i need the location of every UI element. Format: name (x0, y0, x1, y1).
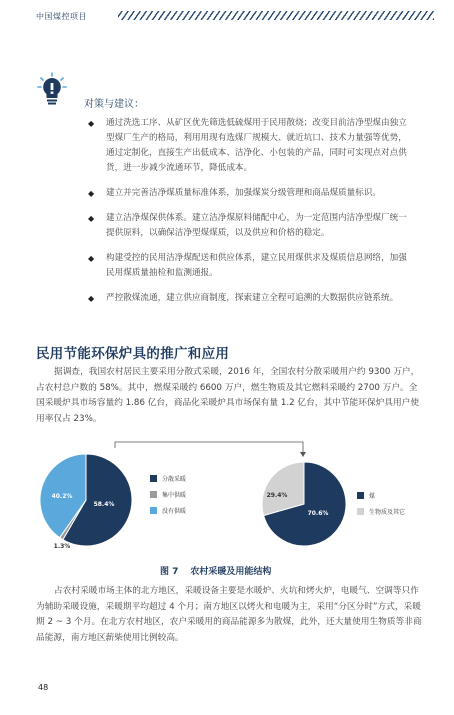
page-number: 48 (38, 683, 49, 692)
slice-value-label: 40.2% (51, 493, 73, 500)
lightbulb-icon (37, 72, 67, 108)
header-hatch-decoration (118, 11, 434, 20)
connector-arrow-icon (300, 452, 306, 457)
legend-label: 煤 (369, 493, 376, 501)
section-heading: 民用节能环保炉具的推广和应用 (36, 346, 230, 362)
chart-connector (115, 442, 303, 454)
bullet-icon: ◆ (88, 189, 95, 198)
legend-swatch (150, 507, 157, 514)
legend-label: 分散采暖 (162, 476, 187, 484)
heating-pie-charts (0, 440, 454, 560)
pie-chart-right (262, 462, 346, 546)
advice-title: 对策与建议： (84, 99, 144, 110)
figure-number: 图 7 (160, 567, 179, 577)
list-item-text: 建立并完善洁净煤质量标准体系，加强煤炭分级管理和商品煤质量标识。 (106, 188, 382, 198)
list-item (88, 251, 410, 281)
header-title: 中国煤控项目 (36, 12, 87, 21)
figure-caption-text: 农村采暖及用能结构 (190, 567, 272, 577)
slice-value-label: 1.3% (53, 543, 71, 550)
legend-label: 集中供暖 (162, 492, 187, 500)
bullet-icon: ◆ (88, 254, 95, 263)
bullet-icon: ◆ (88, 119, 95, 128)
list-item (88, 116, 410, 176)
legend-swatch (357, 508, 364, 515)
figure-caption (160, 564, 283, 577)
legend-swatch (357, 492, 364, 499)
list-item-text: 通过洗选工序、从矿区优先筛选低硫煤用于民用散烧；改变目前洁净型煤由独立型煤厂生产的格局，利用用现有选煤厂规模大、就近坑口、技术力量强等优势，通过定制化，直接生产出低成本、洁净化、小包装的产品，同时可实现点对点供货，进一步减少流通环节，降低成本。 (106, 118, 407, 173)
bullet-icon: ◆ (88, 214, 95, 223)
bullet-icon: ◆ (88, 294, 95, 303)
legend-label: 生物质及其它 (369, 509, 406, 517)
slice-value-label: 70.6% (307, 510, 329, 517)
list-item-text: 建立洁净煤保供体系。建立洁净煤原料储配中心，为一定范围内洁净型煤厂统一提供原料，以确保洁净型煤煤质，以及供应和价格的稳定。 (106, 213, 407, 238)
slice-value-label: 29.4% (266, 492, 288, 499)
list-item (88, 186, 410, 201)
legend-label: 没有供暖 (162, 508, 187, 516)
legend-swatch (150, 475, 157, 482)
body-paragraph: 据调查，我国农村居民主要采用分散式采暖，2016 年，全国农村分散采暖用户约 9300 万户，占农村总户数的 58%。其中，燃煤采暖约 6600 万户，燃生物质及其它燃料采暖约 2700 万户。全国采暖炉具市场容量约 1.86 亿台，商品化采暖炉具市场保有量 1.2 亿台，其中节能环保炉具用户使用率仅占 23%。 (36, 367, 420, 424)
legend-swatch (150, 491, 157, 498)
body-paragraph: 占农村采暖市场主体的北方地区，采暖设备主要是水暖炉、火坑和烤火炉，电暖气、空调等只作为辅助采暖设施，采暖期平均超过 4 个月；南方地区以烤火和电暖为主，采用“分区分时”方式，采暖期 2 ~ 3 个月。在北方农村地区，农户采暖用的商品能源多为散煤，此外，还大量使用生物质等非商品能源，南方地区薪柴使用比例较高。 (36, 586, 422, 643)
list-item-text: 构建受控的民用洁净煤配送和供应体系，建立民用煤供求及煤质信息网络，加强民用煤质量抽检和监测通报。 (106, 253, 407, 278)
legend-left (150, 475, 186, 515)
legend-right (357, 492, 405, 516)
advice-list (88, 116, 410, 316)
list-item (88, 291, 410, 306)
list-item (88, 211, 410, 241)
slice-value-label: 58.4% (93, 501, 115, 508)
page-header (0, 0, 454, 28)
pie-chart-left (40, 454, 132, 550)
list-item-text: 严控散煤流通，建立供应商制度，探索建立全程可追溯的大数据供应链系统。 (106, 293, 399, 303)
